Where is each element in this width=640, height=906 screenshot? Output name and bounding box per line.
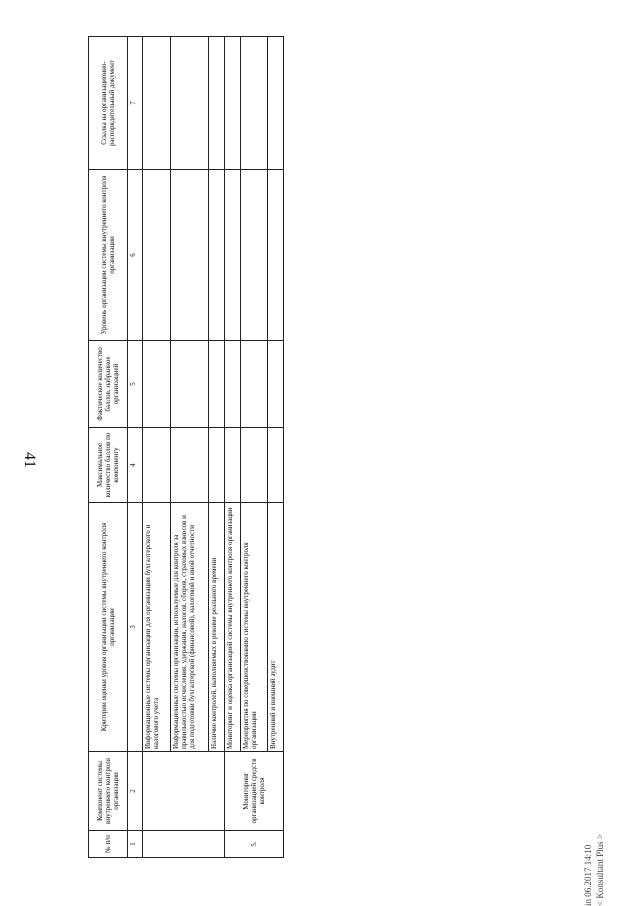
col-num-7: 7 bbox=[127, 37, 143, 170]
level-cell bbox=[209, 170, 225, 341]
actual-points-cell bbox=[268, 341, 284, 428]
table-row bbox=[143, 37, 170, 858]
criteria-cell: Внутренний и внешний аудит bbox=[268, 503, 284, 752]
reference-cell bbox=[209, 37, 225, 170]
row-number-cell bbox=[143, 831, 225, 858]
level-cell bbox=[143, 170, 170, 341]
criteria-cell: Информационные системы организации для организации бухгалтерского и налогового учета bbox=[143, 503, 170, 752]
criteria-cell: Информационные системы организации, используемые для контроля за правильностью исчисления, удержания, налогов, сборов, страховых взносов и для подготовки бухгалтерской (финансовой), налоговой и иной отчетности bbox=[170, 503, 209, 752]
col-num-1: 1 bbox=[127, 831, 143, 858]
max-points-cell bbox=[268, 428, 284, 503]
level-cell bbox=[268, 170, 284, 341]
level-cell bbox=[240, 170, 267, 341]
page-number: 41 bbox=[21, 452, 38, 468]
reference-cell bbox=[240, 37, 267, 170]
table-row bbox=[240, 37, 267, 858]
header-level: Уровень организации системы внутреннего контроля организации bbox=[89, 170, 128, 341]
column-number-row bbox=[127, 37, 143, 858]
row-component-cell: Мониторинг организацией средств контроля bbox=[225, 752, 284, 831]
header-number: № п/п bbox=[89, 831, 128, 858]
criteria-cell: Наличие контролей, выполняемых в режиме реального времени bbox=[209, 503, 225, 752]
max-points-cell bbox=[240, 428, 267, 503]
reference-cell bbox=[143, 37, 170, 170]
actual-points-cell bbox=[240, 341, 267, 428]
max-points-cell bbox=[170, 428, 209, 503]
header-max-points: Максимальное количество баллов по компоненту bbox=[89, 428, 128, 503]
table-row bbox=[209, 37, 225, 858]
header-row bbox=[89, 37, 128, 858]
level-cell bbox=[225, 170, 241, 341]
header-reference: Ссылка на организационно-распорядительный документ bbox=[89, 37, 128, 170]
criteria-table bbox=[88, 36, 284, 858]
col-num-2: 2 bbox=[127, 752, 143, 831]
criteria-cell: Мероприятия по совершенствованию системы внутреннего контроля организации bbox=[240, 503, 267, 752]
criteria-table-rotated bbox=[88, 60, 284, 858]
row-number-cell: 5. bbox=[225, 831, 284, 858]
footer-line-1: in 06.2017 14:10 bbox=[583, 844, 593, 906]
col-num-4: 4 bbox=[127, 428, 143, 503]
max-points-cell bbox=[225, 428, 241, 503]
table-row bbox=[170, 37, 209, 858]
actual-points-cell bbox=[209, 341, 225, 428]
reference-cell bbox=[170, 37, 209, 170]
col-num-5: 5 bbox=[127, 341, 143, 428]
header-actual-points: Фактическое количество баллов, набранное организацией bbox=[89, 341, 128, 428]
header-component: Компонент системы внутреннего контроля организации bbox=[89, 752, 128, 831]
table-row bbox=[225, 37, 241, 858]
criteria-cell: Мониторинг и оценка организацией системы внутреннего контроля организации bbox=[225, 503, 241, 752]
reference-cell bbox=[225, 37, 241, 170]
footer-stamp bbox=[582, 706, 606, 906]
actual-points-cell bbox=[225, 341, 241, 428]
actual-points-cell bbox=[143, 341, 170, 428]
actual-points-cell bbox=[170, 341, 209, 428]
header-criteria: Критерии оценки уровня организации системы внутреннего контроля организации bbox=[89, 503, 128, 752]
col-num-6: 6 bbox=[127, 170, 143, 341]
max-points-cell bbox=[209, 428, 225, 503]
level-cell bbox=[170, 170, 209, 341]
max-points-cell bbox=[143, 428, 170, 503]
table-row bbox=[268, 37, 284, 858]
reference-cell bbox=[268, 37, 284, 170]
col-num-3: 3 bbox=[127, 503, 143, 752]
row-component-cell bbox=[143, 752, 225, 831]
footer-line-2: < Konsultant Plus > bbox=[595, 834, 605, 906]
